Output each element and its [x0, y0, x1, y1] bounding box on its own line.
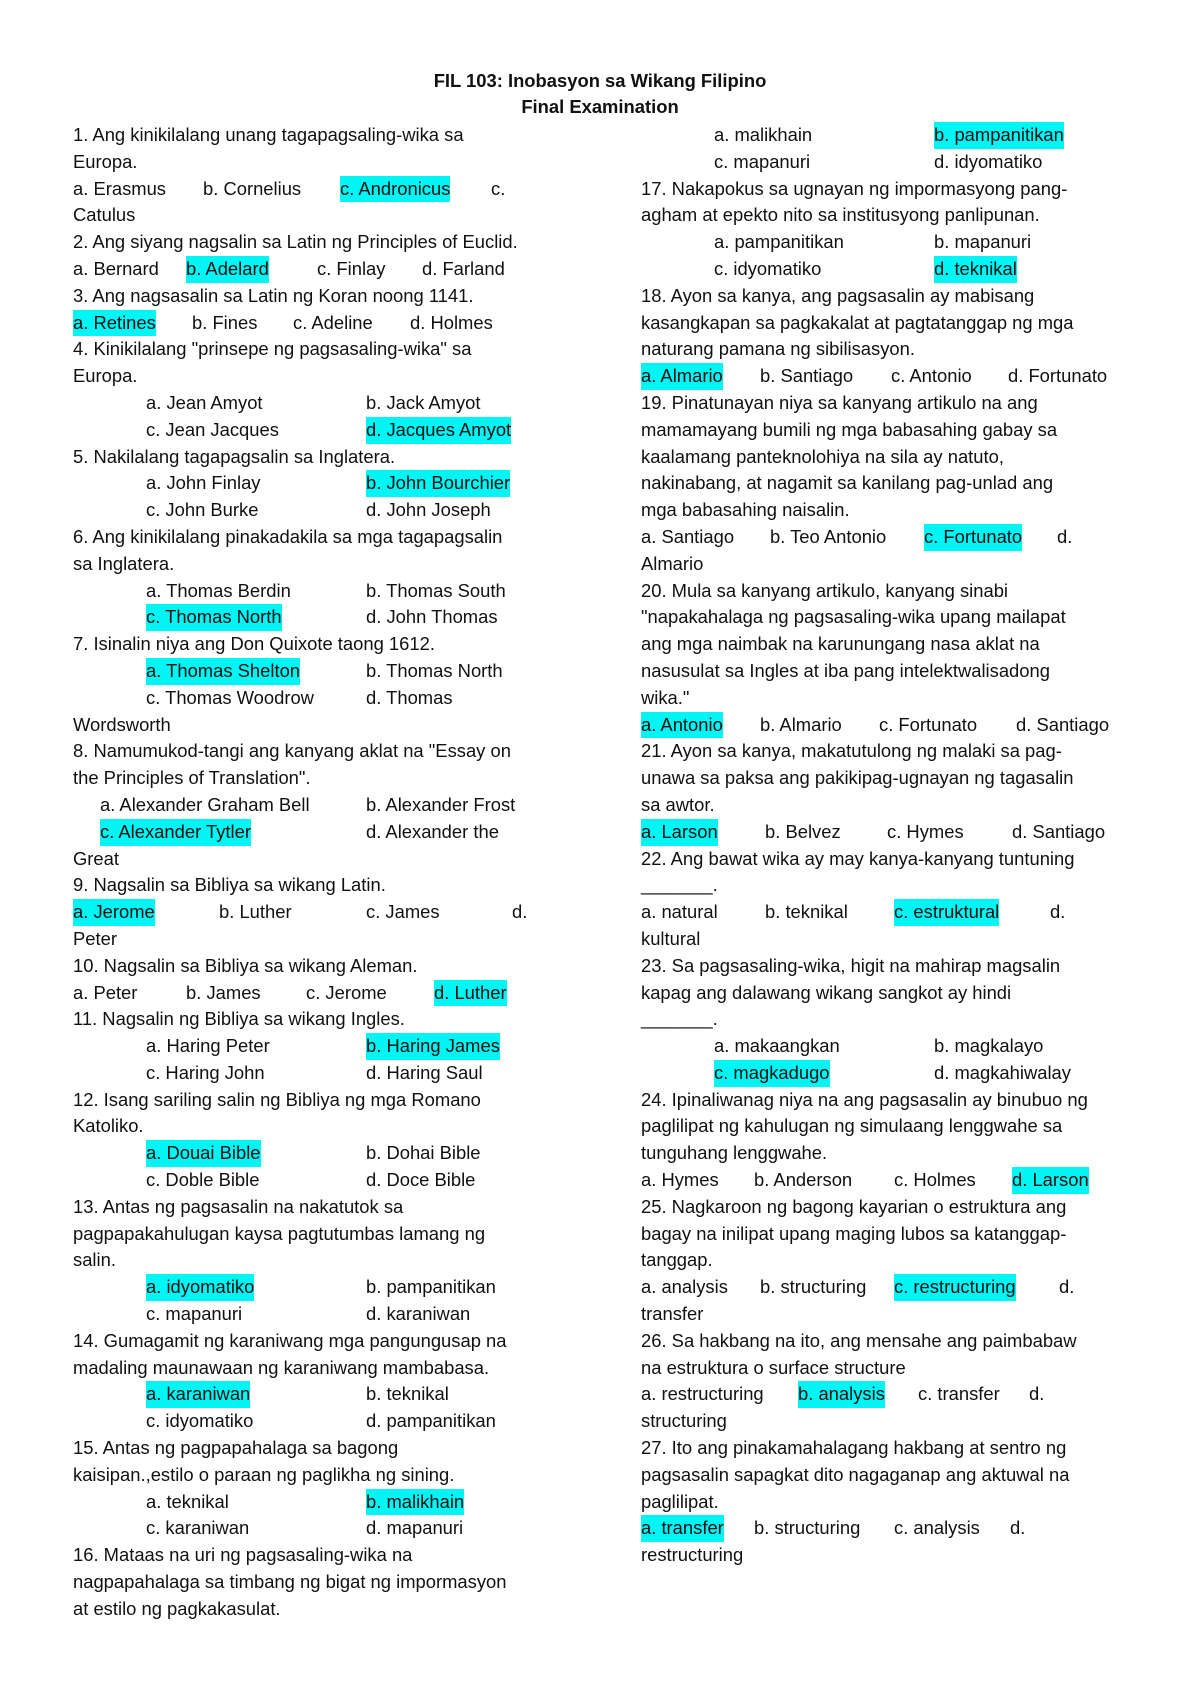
- text-line: [641, 444, 1151, 471]
- text-segment: structuring: [641, 1410, 727, 1432]
- text-segment: Almario: [641, 552, 704, 574]
- text-line: [641, 604, 1151, 631]
- text-segment: b. Jack Amyot: [366, 391, 481, 413]
- highlighted-answer: a. Thomas Shelton: [146, 658, 300, 685]
- text-segment: c. Thomas Woodrow: [146, 686, 314, 708]
- text-segment: 11. Nagsalin ng Bibliya sa wikang Ingles.: [73, 1008, 405, 1030]
- text-line: [73, 310, 583, 337]
- text-segment: paglilipat ng kahulugan ng simulaang lenggwahe sa: [641, 1115, 1063, 1137]
- highlighted-answer: a. Retines: [73, 310, 156, 337]
- text-segment: 7. Isinalin niya ang Don Quixote taong 1612.: [73, 633, 435, 655]
- text-segment: 25. Nagkaroon ng bagong kayarian o estruktura ang: [641, 1195, 1067, 1217]
- text-segment: c.: [491, 177, 506, 199]
- text-line: [641, 1060, 1151, 1087]
- highlighted-answer: d. Jacques Amyot: [366, 417, 511, 444]
- text-segment: d. magkahiwalay: [934, 1061, 1071, 1083]
- text-line: [73, 1435, 583, 1462]
- text-segment: d. Alexander the: [366, 820, 499, 842]
- text-segment: a. Santiago: [641, 525, 735, 547]
- text-segment: b. Cornelius: [203, 177, 302, 199]
- text-segment: 8. Namumukod-tangi ang kanyang aklat na "Essay on: [73, 740, 511, 762]
- text-line: [73, 1087, 583, 1114]
- text-line: [641, 122, 1151, 149]
- highlighted-answer: c. Andronicus: [340, 176, 450, 203]
- text-segment: d. John Thomas: [366, 606, 498, 628]
- text-segment: the Principles of Translation".: [73, 767, 311, 789]
- text-line: [641, 283, 1151, 310]
- text-segment: 15. Antas ng pagpapahalaga sa bagong: [73, 1437, 399, 1459]
- highlighted-answer: b. Haring James: [366, 1033, 500, 1060]
- text-line: [73, 390, 583, 417]
- text-segment: d. idyomatiko: [934, 150, 1043, 172]
- text-segment: 12. Isang sariling salin ng Bibliya ng mga Romano: [73, 1088, 481, 1110]
- text-line: [73, 1301, 583, 1328]
- text-segment: b. mapanuri: [934, 231, 1032, 253]
- text-segment: pagsasalin sapagkat dito nagaganap ang aktuwal na: [641, 1463, 1070, 1485]
- text-line: [73, 738, 583, 765]
- text-segment: 27. Ito ang pinakamahalagang hakbang at sentro ng: [641, 1437, 1067, 1459]
- highlighted-answer: b. analysis: [798, 1381, 885, 1408]
- text-segment: Europa.: [73, 365, 138, 387]
- text-segment: transfer: [641, 1303, 704, 1325]
- text-segment: 22. Ang bawat wika ay may kanya-kanyang tuntuning: [641, 847, 1075, 869]
- text-segment: d. karaniwan: [366, 1303, 471, 1325]
- text-segment: b. Teo Antonio: [770, 525, 887, 547]
- text-segment: d. John Joseph: [366, 499, 491, 521]
- text-segment: d.: [512, 901, 528, 923]
- text-line: [73, 1462, 583, 1489]
- text-line: [641, 685, 1151, 712]
- text-line: [73, 1167, 583, 1194]
- text-segment: c. Fortunato: [879, 713, 978, 735]
- text-line: [73, 819, 583, 846]
- text-segment: d. Doce Bible: [366, 1169, 476, 1191]
- text-segment: a. Erasmus: [73, 177, 167, 199]
- highlighted-answer: c. magkadugo: [714, 1060, 830, 1087]
- text-line: [73, 1489, 583, 1516]
- text-segment: d. Haring Saul: [366, 1061, 483, 1083]
- text-segment: b. teknikal: [765, 901, 848, 923]
- text-segment: 5. Nakilalang tagapagsalin sa Inglatera.: [73, 445, 396, 467]
- text-line: [73, 444, 583, 471]
- text-segment: 3. Ang nagsasalin sa Latin ng Koran noong 1141.: [73, 284, 474, 306]
- text-line: [73, 256, 583, 283]
- text-line: [641, 846, 1151, 873]
- text-segment: nakinabang, at nagamit sa kanilang pag-unlad ang: [641, 472, 1054, 494]
- text-line: [641, 899, 1151, 926]
- text-segment: unawa sa paksa ang pakikipag-ugnayan ng tagasalin: [641, 767, 1074, 789]
- text-segment: mga babasahing naisalin.: [641, 499, 850, 521]
- text-line: [641, 1194, 1151, 1221]
- text-segment: _______.: [641, 1008, 718, 1030]
- text-line: [641, 1167, 1151, 1194]
- text-segment: b. Anderson: [754, 1169, 853, 1191]
- highlighted-answer: d. teknikal: [934, 256, 1017, 283]
- text-segment: c. idyomatiko: [146, 1410, 254, 1432]
- text-segment: b. magkalayo: [934, 1035, 1044, 1057]
- text-line: [641, 1355, 1151, 1382]
- text-line: [73, 497, 583, 524]
- text-segment: b. Luther: [219, 901, 292, 923]
- text-segment: a. Haring Peter: [146, 1035, 270, 1057]
- text-line: [641, 229, 1151, 256]
- left-column: [73, 122, 583, 1623]
- text-segment: 26. Sa hakbang na ito, ang mensahe ang paimbabaw: [641, 1329, 1077, 1351]
- text-segment: b. Thomas South: [366, 579, 506, 601]
- text-line: [73, 846, 583, 873]
- text-line: [641, 1087, 1151, 1114]
- text-segment: d.: [1010, 1517, 1026, 1539]
- text-segment: kaisipan.,estilo o paraan ng paglikha ng sining.: [73, 1463, 455, 1485]
- text-segment: c. Jean Jacques: [146, 418, 279, 440]
- text-line: [641, 202, 1151, 229]
- text-segment: b. Santiago: [760, 365, 854, 387]
- text-segment: naturang pamana ng sibilisasyon.: [641, 338, 915, 360]
- text-line: [73, 229, 583, 256]
- text-segment: Katoliko.: [73, 1115, 144, 1137]
- highlighted-answer: c. Fortunato: [924, 524, 1022, 551]
- text-segment: a. malikhain: [714, 124, 813, 145]
- text-line: [73, 1221, 583, 1248]
- highlighted-answer: b. John Bourchier: [366, 470, 510, 497]
- text-line: [73, 631, 583, 658]
- text-line: [73, 417, 583, 444]
- text-segment: d. Thomas: [366, 686, 453, 708]
- text-line: [641, 872, 1151, 899]
- text-segment: c. mapanuri: [714, 150, 811, 172]
- text-line: [73, 1274, 583, 1301]
- text-segment: 4. Kinikilalang "prinsepe ng pagsasaling-wika" sa: [73, 338, 472, 360]
- highlighted-answer: c. estruktural: [894, 899, 999, 926]
- highlighted-answer: a. transfer: [641, 1515, 724, 1542]
- text-line: [641, 176, 1151, 203]
- text-segment: nagpapahalaga sa timbang ng bigat ng impormasyon: [73, 1571, 507, 1593]
- text-segment: d. mapanuri: [366, 1517, 464, 1539]
- text-segment: 17. Nakapokus sa ugnayan ng impormasyong pang-: [641, 177, 1068, 199]
- text-line: [73, 658, 583, 685]
- text-segment: 9. Nagsalin sa Bibliya sa wikang Latin.: [73, 874, 386, 896]
- text-segment: 14. Gumagamit ng karaniwang mga pangungusap na: [73, 1329, 507, 1351]
- text-segment: 19. Pinatunayan niya sa kanyang artikulo na ang: [641, 391, 1038, 413]
- text-line: [73, 1140, 583, 1167]
- text-line: [73, 363, 583, 390]
- text-line: [641, 149, 1151, 176]
- text-line: [73, 1408, 583, 1435]
- text-line: [641, 1274, 1151, 1301]
- text-segment: b. pampanitikan: [366, 1276, 496, 1298]
- text-segment: wika.": [641, 686, 690, 708]
- highlighted-answer: a. Almario: [641, 363, 723, 390]
- highlighted-answer: b. Adelard: [186, 256, 269, 283]
- text-line: [73, 1381, 583, 1408]
- highlighted-answer: a. idyomatiko: [146, 1274, 254, 1301]
- text-line: [73, 765, 583, 792]
- text-segment: salin.: [73, 1249, 116, 1271]
- text-segment: c. transfer: [918, 1383, 1000, 1405]
- text-line: [73, 1006, 583, 1033]
- text-segment: Europa.: [73, 150, 138, 172]
- text-segment: Great: [73, 847, 119, 869]
- text-line: [641, 363, 1151, 390]
- highlighted-answer: c. Thomas North: [146, 604, 282, 631]
- text-line: [73, 1247, 583, 1274]
- text-segment: a. makaangkan: [714, 1035, 840, 1057]
- text-line: [73, 149, 583, 176]
- text-segment: c. John Burke: [146, 499, 259, 521]
- course-title: FIL 103: Inobasyon sa Wikang Filipino: [433, 70, 767, 91]
- text-line: [73, 1355, 583, 1382]
- text-line: [73, 1060, 583, 1087]
- highlighted-answer: a. Antonio: [641, 712, 723, 739]
- text-line: [641, 256, 1151, 283]
- highlighted-answer: a. Larson: [641, 819, 718, 846]
- highlighted-answer: d. Luther: [434, 980, 507, 1007]
- text-line: [641, 497, 1151, 524]
- text-segment: ang mga naimbak na karunungang nasa aklat na: [641, 633, 1040, 655]
- text-segment: 1. Ang kinikilalang unang tagapagsaling-wika sa: [73, 124, 464, 145]
- text-segment: c. karaniwan: [146, 1517, 250, 1539]
- text-segment: a. analysis: [641, 1276, 728, 1298]
- text-segment: 6. Ang kinikilalang pinakadakila sa mga tagapagsalin: [73, 525, 503, 547]
- text-line: [73, 336, 583, 363]
- text-segment: Peter: [73, 927, 117, 949]
- text-line: [73, 953, 583, 980]
- text-segment: d.: [1050, 901, 1066, 923]
- text-line: [73, 899, 583, 926]
- text-segment: 18. Ayon sa kanya, ang pagsasalin ay mabisang: [641, 284, 1035, 306]
- text-line: [73, 524, 583, 551]
- text-segment: c. Hymes: [887, 820, 964, 842]
- text-line: [73, 685, 583, 712]
- text-line: [73, 792, 583, 819]
- text-segment: mamamayang bumili ng mga babasahing gabay sa: [641, 418, 1058, 440]
- text-segment: a. Hymes: [641, 1169, 719, 1191]
- exam-title: Final Examination: [521, 96, 679, 117]
- text-line: [641, 1515, 1151, 1542]
- text-segment: b. Belvez: [765, 820, 841, 842]
- text-segment: 21. Ayon sa kanya, makatutulong ng malaki sa pag-: [641, 740, 1062, 762]
- highlighted-answer: c. Alexander Tytler: [100, 819, 251, 846]
- text-segment: b. James: [186, 981, 261, 1003]
- text-segment: tunguhang lenggwahe.: [641, 1142, 828, 1164]
- text-segment: agham at epekto nito sa institusyong panlipunan.: [641, 204, 1040, 226]
- highlighted-answer: a. Jerome: [73, 899, 155, 926]
- text-segment: a. teknikal: [146, 1490, 229, 1512]
- highlighted-answer: a. Douai Bible: [146, 1140, 261, 1167]
- text-line: [73, 980, 583, 1007]
- text-line: [641, 1462, 1151, 1489]
- text-segment: Catulus: [73, 204, 136, 226]
- text-line: [73, 283, 583, 310]
- text-line: [641, 551, 1151, 578]
- text-segment: kaalamang panteknolohiya na sila ay natuto,: [641, 445, 1004, 467]
- text-segment: kapag ang dalawang wikang sangkot ay hindi: [641, 981, 1012, 1003]
- text-line: [641, 310, 1151, 337]
- text-segment: na estruktura o surface structure: [641, 1356, 906, 1378]
- text-line: [73, 1033, 583, 1060]
- text-line: [641, 980, 1151, 1007]
- text-segment: restructuring: [641, 1544, 744, 1566]
- text-segment: b. Almario: [760, 713, 842, 735]
- text-line: [641, 578, 1151, 605]
- text-segment: b. Dohai Bible: [366, 1142, 481, 1164]
- right-column: [641, 122, 1151, 1569]
- text-line: [641, 819, 1151, 846]
- highlighted-answer: a. karaniwan: [146, 1381, 250, 1408]
- text-segment: _______.: [641, 874, 718, 896]
- text-segment: b. structuring: [760, 1276, 867, 1298]
- text-segment: a. Jean Amyot: [146, 391, 263, 413]
- text-line: [73, 1113, 583, 1140]
- text-line: [641, 926, 1151, 953]
- text-line: [641, 738, 1151, 765]
- text-line: [73, 122, 583, 149]
- highlighted-answer: d. Larson: [1012, 1167, 1089, 1194]
- text-segment: b. Fines: [192, 311, 258, 333]
- text-segment: 16. Mataas na uri ng pagsasaling-wika na: [73, 1544, 413, 1566]
- text-segment: d.: [1057, 525, 1073, 547]
- text-segment: a. pampanitikan: [714, 231, 844, 253]
- text-line: [641, 1381, 1151, 1408]
- text-line: [73, 176, 583, 203]
- text-segment: d. Santiago: [1016, 713, 1110, 735]
- text-line: [73, 578, 583, 605]
- text-segment: b. structuring: [754, 1517, 861, 1539]
- text-line: [73, 1542, 583, 1569]
- text-segment: 23. Sa pagsasaling-wika, higit na mahirap magsalin: [641, 954, 1061, 976]
- highlighted-answer: b. pampanitikan: [934, 122, 1064, 149]
- text-line: [641, 1542, 1151, 1569]
- text-segment: b. Alexander Frost: [366, 793, 516, 815]
- text-segment: a. Peter: [73, 981, 138, 1003]
- text-segment: paglilipat.: [641, 1490, 719, 1512]
- text-segment: d.: [1059, 1276, 1075, 1298]
- text-segment: sa Inglatera.: [73, 552, 175, 574]
- text-line: [641, 765, 1151, 792]
- text-segment: c. Adeline: [293, 311, 373, 333]
- text-line: [641, 417, 1151, 444]
- text-segment: d. Fortunato: [1008, 365, 1108, 387]
- highlighted-answer: b. malikhain: [366, 1489, 464, 1516]
- text-line: [73, 872, 583, 899]
- text-line: [641, 336, 1151, 363]
- text-segment: Wordsworth: [73, 713, 171, 735]
- text-segment: 10. Nagsalin sa Bibliya sa wikang Aleman.: [73, 954, 418, 976]
- text-segment: bagay na inilipat upang maging lubos sa katanggap-: [641, 1222, 1067, 1244]
- text-line: [73, 712, 583, 739]
- text-line: [641, 390, 1151, 417]
- text-line: [641, 712, 1151, 739]
- text-segment: b. Thomas North: [366, 659, 503, 681]
- text-segment: nasusulat sa Ingles at iba pang intelektwalisadong: [641, 659, 1050, 681]
- text-segment: a. Bernard: [73, 257, 159, 279]
- text-line: [73, 1569, 583, 1596]
- highlighted-answer: c. restructuring: [894, 1274, 1016, 1301]
- text-line: [73, 470, 583, 497]
- text-segment: 24. Ipinaliwanag niya na ang pagsasalin ay binubuo ng: [641, 1088, 1088, 1110]
- text-segment: 2. Ang siyang nagsalin sa Latin ng Principles of Euclid.: [73, 231, 518, 253]
- text-line: [641, 1113, 1151, 1140]
- text-line: [641, 524, 1151, 551]
- text-line: [641, 1489, 1151, 1516]
- text-line: [73, 551, 583, 578]
- text-segment: tanggap.: [641, 1249, 713, 1271]
- text-segment: a. John Finlay: [146, 472, 261, 494]
- text-segment: sa awtor.: [641, 793, 715, 815]
- text-segment: d. pampanitikan: [366, 1410, 496, 1432]
- text-line: [641, 1006, 1151, 1033]
- text-segment: c. James: [366, 901, 440, 923]
- text-line: [641, 1435, 1151, 1462]
- text-segment: d. Holmes: [410, 311, 493, 333]
- text-line: [73, 604, 583, 631]
- text-segment: kultural: [641, 927, 701, 949]
- text-line: [73, 1515, 583, 1542]
- text-segment: a. natural: [641, 901, 718, 923]
- text-segment: d.: [1029, 1383, 1045, 1405]
- text-segment: 13. Antas ng pagsasalin na nakatutok sa: [73, 1195, 404, 1217]
- text-line: [641, 1408, 1151, 1435]
- text-line: [73, 1328, 583, 1355]
- text-line: [641, 792, 1151, 819]
- text-segment: d. Farland: [422, 257, 505, 279]
- text-segment: a. Alexander Graham Bell: [100, 793, 310, 815]
- text-line: [641, 1247, 1151, 1274]
- text-segment: c. Doble Bible: [146, 1169, 260, 1191]
- text-line: [73, 1596, 583, 1623]
- text-segment: madaling maunawaan ng karaniwang mambabasa.: [73, 1356, 490, 1378]
- text-segment: c. Finlay: [317, 257, 386, 279]
- text-segment: c. idyomatiko: [714, 257, 822, 279]
- text-segment: c. Haring John: [146, 1061, 265, 1083]
- text-segment: c. Jerome: [306, 981, 387, 1003]
- text-line: [73, 202, 583, 229]
- text-line: [641, 1328, 1151, 1355]
- text-line: [73, 926, 583, 953]
- text-segment: c. analysis: [894, 1517, 980, 1539]
- text-segment: d. Santiago: [1012, 820, 1106, 842]
- text-segment: a. restructuring: [641, 1383, 764, 1405]
- text-segment: at estilo ng pagkakasulat.: [73, 1597, 281, 1619]
- text-line: [641, 1140, 1151, 1167]
- text-segment: pagpapakahulugan kaysa pagtutumbas lamang ng: [73, 1222, 486, 1244]
- text-line: [73, 1194, 583, 1221]
- text-segment: kasangkapan sa pagkakalat at pagtatanggap ng mga: [641, 311, 1074, 333]
- text-line: [641, 1221, 1151, 1248]
- text-line: [641, 631, 1151, 658]
- text-line: [641, 470, 1151, 497]
- text-segment: c. Holmes: [894, 1169, 976, 1191]
- text-segment: 20. Mula sa kanyang artikulo, kanyang sinabi: [641, 579, 1009, 601]
- text-line: [641, 953, 1151, 980]
- text-segment: c. Antonio: [891, 365, 972, 387]
- text-segment: c. mapanuri: [146, 1303, 243, 1325]
- text-line: [641, 658, 1151, 685]
- text-line: [641, 1301, 1151, 1328]
- text-segment: "napakahalaga ng pagsasaling-wika upang mailapat: [641, 606, 1066, 628]
- text-segment: a. Thomas Berdin: [146, 579, 291, 601]
- text-line: [641, 1033, 1151, 1060]
- text-segment: b. teknikal: [366, 1383, 449, 1405]
